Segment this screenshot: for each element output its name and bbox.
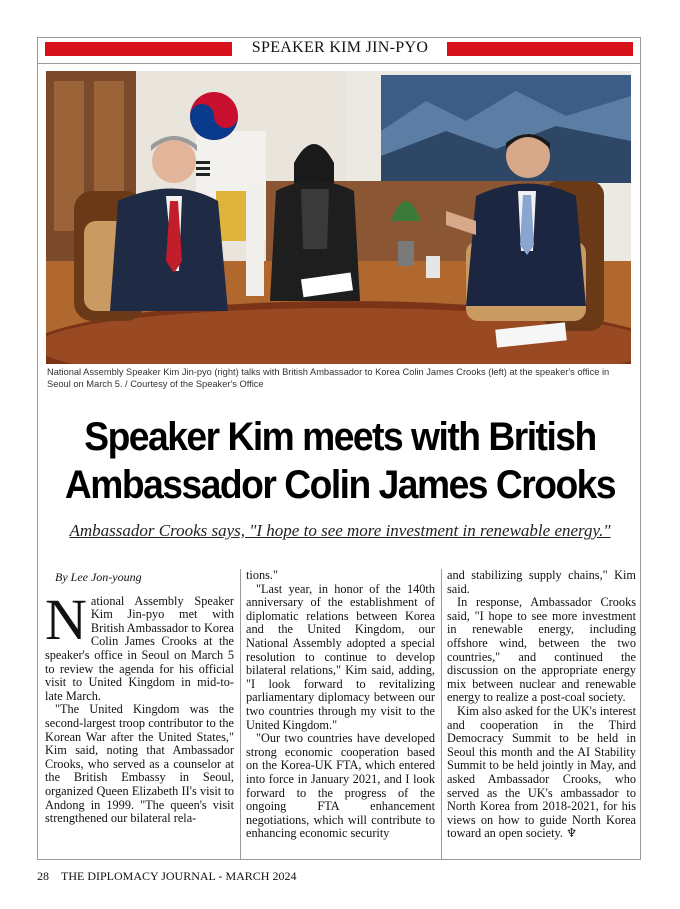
paragraph-text: Kim also asked for the UK's interest and cooperation in the Third Democracy Summit to be held in Seoul this month and the AI Stability Summit to be held jointly in May, and asked Ambassador Crooks, who served as the UK's ambassador to North Korea from 2018-2021, for his views on how to guide North Korea toward an open society. [447, 703, 636, 841]
paragraph: and stabilizing supply chains," Kim said. [447, 568, 636, 596]
headline-line-2: Ambassador Colin James Crooks [64, 463, 616, 507]
article-subhead: Ambassador Crooks says, "I hope to see more investment in renewable energy." [69, 521, 611, 540]
paragraph [447, 705, 636, 841]
paragraph: "Our two countries have developed strong economic cooperation based on the Korea-UK FTA, which entered into force in January 2021, and I look forward to the progress of the ongoing FTA enhancement negotiations, which will contribute to enhancing economic security [246, 731, 435, 841]
paragraph-text: ational Assembly Speaker Kim Jin-pyo met with British Ambassador to Korea Colin James Crooks at the speaker's office in Seoul on March 5 to review the agenda for his official visit to United Kingdom in mid-to-late March. [45, 593, 234, 703]
header-divider [38, 63, 640, 64]
page-footer [37, 869, 296, 884]
photo-caption: National Assembly Speaker Kim Jin-pyo (right) talks with British Ambassador to Korea Colin James Crooks (left) at the speaker's office in Seoul on March 5. / Courtesy of the Speaker's Office [47, 367, 610, 389]
paragraph: "The United Kingdom was the second-largest troop contributor to the Korean War after the United States," Kim said, noting that Ambassador Crooks, who served as a counselor at the British Embassy in Seoul, organized Queen Elizabeth II's visit to Andong in 1999. "The queen's visit strengthened our bilateral rela- [45, 702, 234, 826]
paragraph: tions." [246, 568, 279, 582]
column-2 [246, 569, 435, 841]
article-headline [24, 413, 656, 509]
publication-name: THE DIPLOMACY JOURNAL - MARCH 2024 [61, 869, 297, 883]
page-number: 28 [37, 869, 49, 883]
column-3 [447, 569, 636, 841]
paragraph: In response, Ambassador Crooks said, "I hope to see more investment in renewable energy, including offshore wind, between the two countries," and continued the discussion on the appropriate energy mix between nuclear and renewable energy to realize a post-coal society. [447, 595, 636, 705]
end-mark-icon: ♆ [566, 826, 578, 841]
headline-line-1: Speaker Kim meets with British [84, 415, 596, 459]
section-title: SPEAKER KIM JIN-PYO [251, 39, 429, 56]
paragraph [45, 586, 234, 704]
article-photo [46, 71, 631, 364]
paragraph: "Last year, in honor of the 140th anniversary of the establishment of diplomatic relations between Korea and the United Kingdom, our National Assembly adopted a special resolution to continue to develop bilateral relations," Kim said, adding, "I look forward to revitalizing parliamentary diplomacy between our two countries through my visit to the United Kingdom." [246, 581, 435, 732]
column-1 [45, 569, 234, 826]
drop-cap: N [45, 586, 87, 652]
photo-illustration [46, 71, 631, 364]
byline: By Lee Jon-young [55, 570, 142, 584]
column-divider [441, 569, 442, 859]
column-divider [240, 569, 241, 859]
